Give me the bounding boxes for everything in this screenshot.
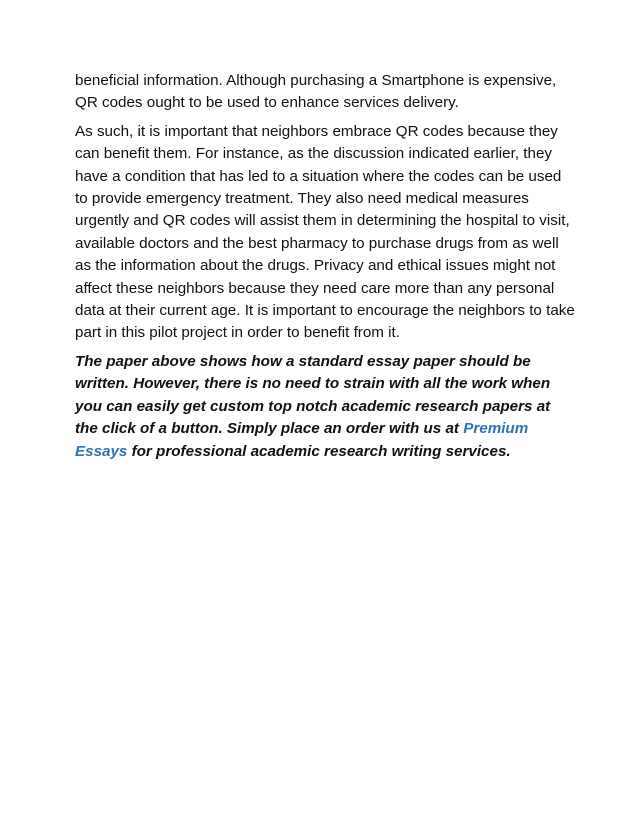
premium-essays-link[interactable]: Premium Essays bbox=[75, 420, 529, 460]
document-page bbox=[75, 70, 575, 469]
body-paragraph-2: As such, it is important that neighbors embrace QR codes because they can benefit them. For instance, as the discussion indicated earlier, they have a condition that has led to a situation where the codes can be used to provide emergency treatment. They also need medical measures urgently and QR codes will assist them in determining the hospital to visit, available doctors and the best pharmacy to purchase drugs from as well as the information about the drugs. Privacy and ethical issues might not affect these neighbors because they need care more than any personal data at their current age. It is important to encourage the neighbors to take part in this pilot project in order to benefit from it. bbox=[75, 122, 575, 342]
body-paragraph-1: beneficial information. Although purchasing a Smartphone is expensive, QR codes ought to be used to enhance services delivery. bbox=[75, 72, 557, 112]
promo-text-after: for professional academic research writing services. bbox=[127, 442, 511, 460]
promo-text-before: The paper above shows how a standard essay paper should be written. However, there is no need to strain with all the work when you can easily get custom top notch academic research papers at the click of a button. Simply place an order with us at bbox=[75, 352, 551, 438]
promo-paragraph bbox=[75, 351, 575, 463]
